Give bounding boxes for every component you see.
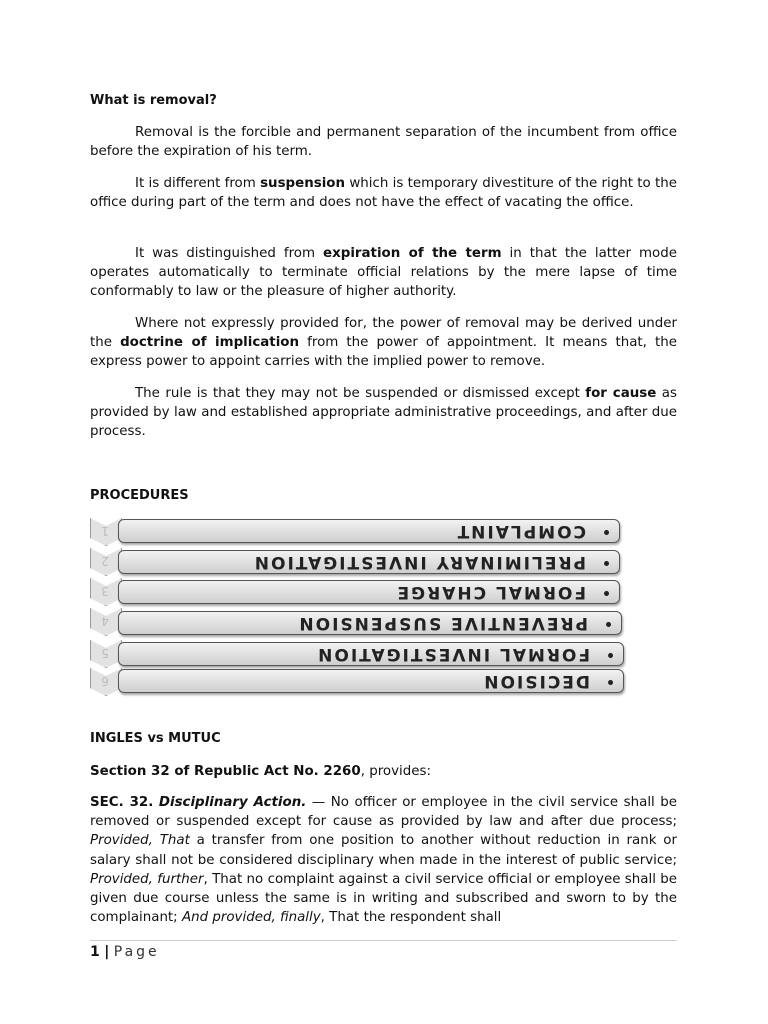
term-suspension: suspension — [260, 176, 346, 191]
bullet: • — [604, 646, 615, 662]
step-bar-formal-charge — [118, 580, 620, 604]
bullet: • — [600, 554, 611, 570]
bullet: • — [602, 615, 613, 631]
heading-procedures: PROCEDURES — [90, 488, 189, 503]
paragraph-sec-32-text — [90, 793, 677, 927]
step-label: FORMAL INVESTIGATION — [316, 644, 591, 664]
section-title: Disciplinary Action. — [158, 795, 307, 810]
page-footer — [90, 942, 160, 962]
term-expiration: expiration of the term — [323, 246, 502, 261]
step-label: COMPLAINT — [455, 521, 587, 541]
step-label: PRELIMINARY INVESTIGATION — [252, 552, 587, 572]
footer-divider — [90, 940, 677, 941]
text: which is temporary divestiture of the right to the office during part of the term and does not have the effect of vacating the office. — [90, 176, 677, 211]
proviso: Provided, That — [90, 833, 190, 849]
text: It is different from — [135, 176, 261, 191]
step-label: PREVENTIVE SUSPENSION — [297, 613, 589, 633]
page-number: 1 — [90, 944, 100, 960]
paragraph-definition: Removal is the forcible and permanent separation of the incumbent from office before the expiration of his term. — [90, 125, 677, 160]
proviso: And provided, finally — [181, 910, 321, 926]
step-bar-preliminary-investigation — [118, 550, 620, 574]
text: , provides: — [360, 764, 431, 779]
text: Where not expressly provided for, the power of removal may be derived under the — [90, 316, 677, 351]
footer-separator: | — [104, 944, 110, 960]
document-page — [90, 0, 677, 1024]
term-for-cause: for cause — [585, 386, 657, 401]
step-number: 1 — [101, 524, 109, 538]
heading-case: INGLES vs MUTUC — [90, 731, 221, 746]
step-number: 6 — [101, 674, 109, 688]
text: a transfer from one position to another without reduction in rank or salary shall not be considered disciplinary when made in the interest of public service; — [90, 833, 677, 868]
procedures-diagram — [90, 518, 630, 696]
step-number: 3 — [101, 584, 109, 598]
step-label: FORMAL CHARGE — [395, 582, 587, 602]
paragraph-expiration — [90, 244, 677, 302]
bullet: • — [600, 523, 611, 539]
text: It was distinguished from — [135, 246, 324, 261]
paragraph-implication — [90, 314, 677, 372]
text: — No officer or employee in the civil service shall be removed or suspended except for cause as provided by law and after due process; — [90, 795, 677, 830]
text: in that the latter mode operates automatically to terminate official relations by the mere lapse of time conformably to law or the pleasure of higher authority. — [90, 246, 677, 300]
step-bar-decision — [118, 669, 624, 693]
proviso: Provided, further — [90, 871, 204, 887]
text: , That the respondent shall — [320, 910, 502, 926]
heading-what-is-removal: What is removal? — [90, 93, 217, 108]
text: The rule is that they may not be suspended or dismissed except — [135, 386, 586, 401]
bullet: • — [600, 584, 611, 600]
paragraph-suspension — [90, 174, 677, 212]
term-doctrine: doctrine of implication — [120, 335, 300, 351]
text: from the power of appointment. It means that, the express power to appoint carries with the implied power to remove. — [90, 335, 678, 370]
text: as provided by law and established appropriate administrative proceedings, and after due process. — [90, 386, 677, 440]
step-bar-preventive-suspension — [118, 611, 622, 635]
bullet: • — [604, 673, 615, 689]
paragraph-section-32 — [90, 762, 677, 781]
text: , That no complaint against a civil service official or employee shall be given due course unless the same is in writing and subscribed and sworn to by the complainant; — [90, 871, 678, 926]
step-bar-formal-investigation — [118, 642, 624, 666]
step-number: 4 — [101, 614, 109, 628]
section-label: SEC. 32. — [90, 795, 154, 810]
step-number: 5 — [101, 646, 109, 660]
step-bar-complaint — [118, 519, 620, 543]
step-number: 2 — [101, 554, 109, 568]
section-ref: Section 32 of Republic Act No. 2260 — [90, 764, 361, 779]
footer-page-label: Page — [113, 944, 160, 960]
step-label: DECISION — [482, 671, 591, 691]
paragraph-for-cause — [90, 384, 677, 442]
